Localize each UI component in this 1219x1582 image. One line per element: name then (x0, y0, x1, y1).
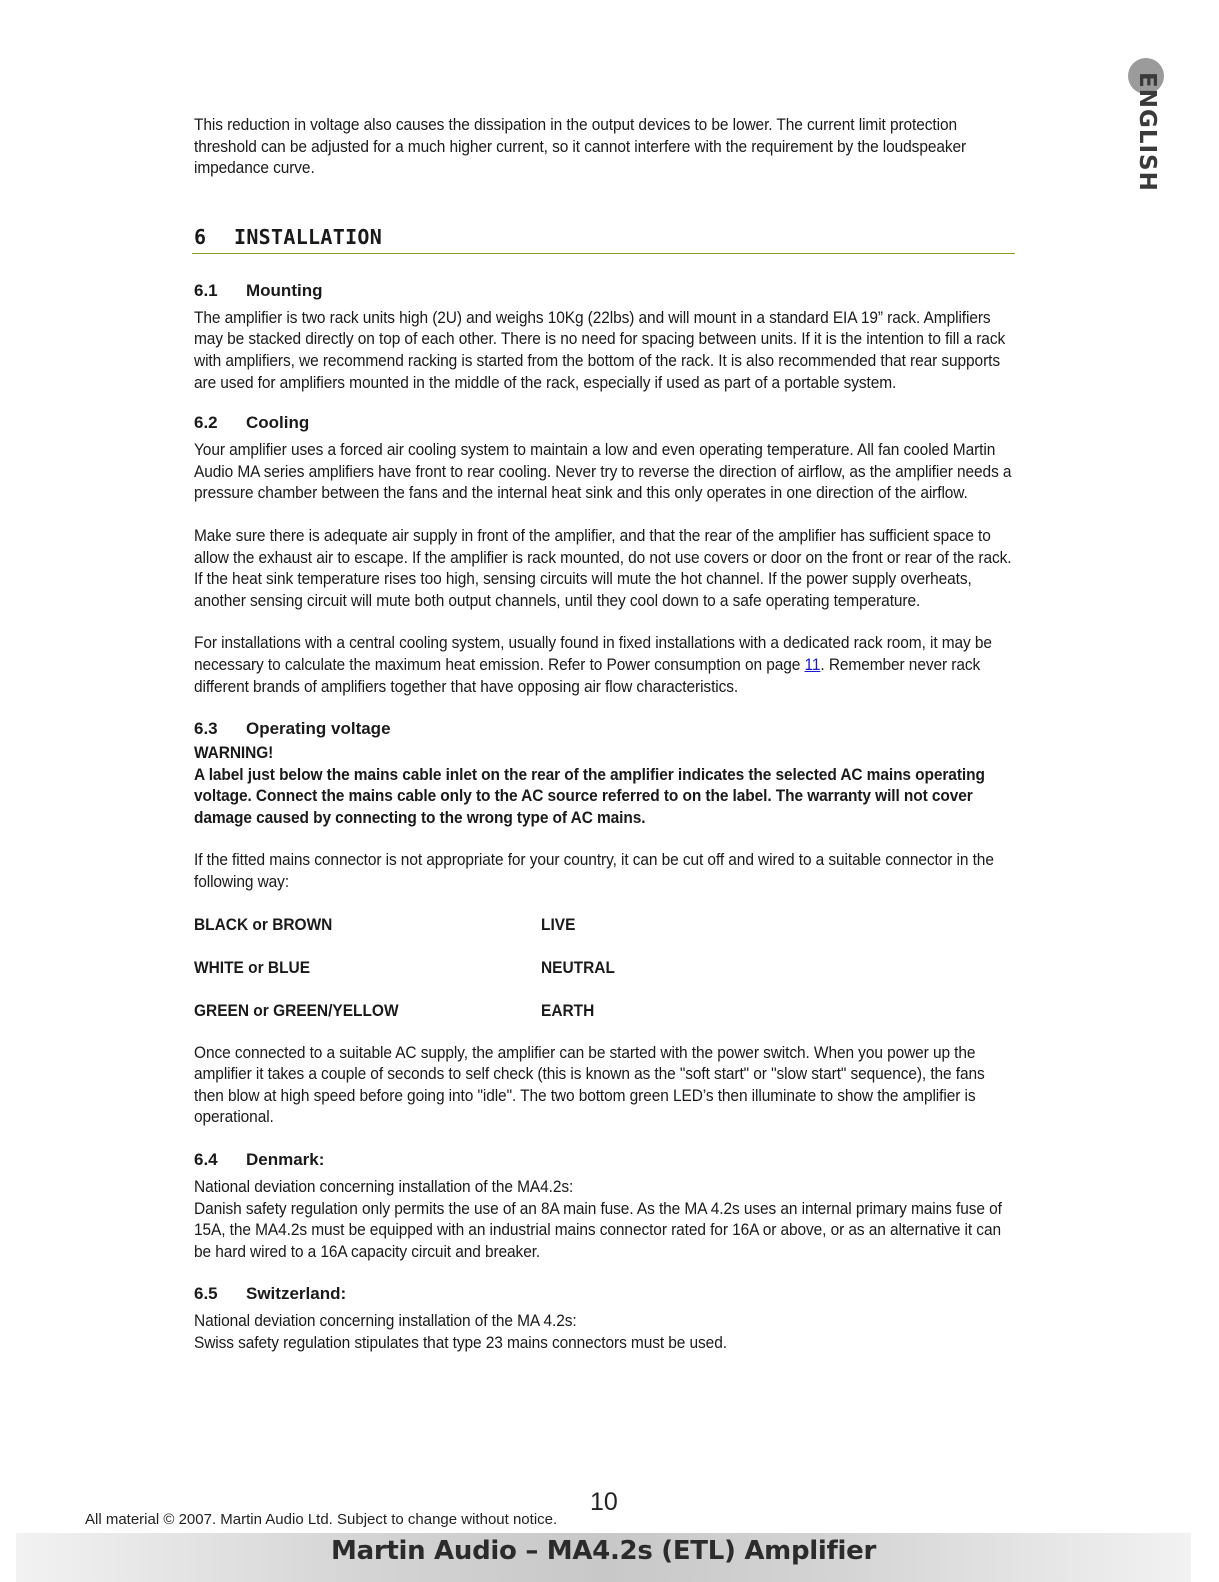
language-tab-label: ENGLISH (1134, 72, 1160, 192)
footer-product-title: Martin Audio – MA4.2s (ETL) Amplifier (331, 1536, 876, 1566)
language-tab (1128, 58, 1164, 192)
cooling-paragraph-3: For installations with a central cooling system, usually found in fixed installations with a dedicated rack room, it may be necessary to calculate the maximum heat emission. Refer to Power consumption on page 11. Remember never rack different brands of amplifiers together that have opposing air flow characteristics. (194, 633, 992, 696)
section-number: 6 (194, 224, 207, 249)
connector-paragraph: If the fitted mains connector is not appropriate for your country, it can be cut off and wired to a suitable connector in the following way: (194, 850, 994, 892)
section-title: INSTALLATION (234, 224, 383, 249)
switzerland-line-1: National deviation concerning installation of the MA 4.2s: (194, 1311, 577, 1331)
mounting-paragraph: The amplifier is two rack units high (2U) and weighs 10Kg (22lbs) and will mount in a standard EIA 19” rack. Amplifiers may be stacked directly on top of each other. There is no need for spacing between units. If it is the intention to fill a rack with amplifiers, we recommend racking is started from the bottom of the rack. It is also recommended that rear supports are used for amplifiers mounted in the middle of the rack, especially if used as part of a portable system. (194, 307, 1006, 392)
section-heading (194, 225, 1014, 254)
wiring-row: GREEN or GREEN/YELLOW EARTH (194, 1000, 595, 1020)
intro-paragraph: This reduction in voltage also causes the dissipation in the output devices to be lower. The current limit protection threshold can be adjusted for a much higher current, so it cannot interfere with the requirement by the loudspeaker impedance curve. (194, 115, 967, 178)
copyright-notice: All material © 2007. Martin Audio Ltd. Subject to change without notice. (85, 1511, 558, 1528)
cooling-paragraph-1: Your amplifier uses a forced air cooling system to maintain a low and even operating temperature. All fan cooled Martin Audio MA series amplifiers have front to rear cooling. Never try to reverse the direction of airflow, as the amplifier needs a pressure chamber between the fans and the internal heat sink and this only operates in one direction of the airflow. (194, 440, 1012, 503)
page-content (194, 114, 1014, 1354)
page-link[interactable]: 11 (804, 654, 821, 674)
denmark-line: National deviation concerning installation of the MA4.2s: (194, 1177, 574, 1197)
page-number: 10 (590, 1488, 618, 1516)
mounting-heading: 6.1 Mounting (194, 280, 323, 300)
denmark-paragraph: Danish safety regulation only permits the use of an 8A main fuse. As the MA 4.2s uses an internal primary mains fuse of 15A, the MA4.2s must be equipped with an industrial mains connector rated for 16A or above, or as an alternative it can be hard wired to a 16A capacity circuit and breaker. (194, 1198, 1002, 1261)
warning-title: WARNING! (194, 743, 274, 763)
footer-bar (16, 1533, 1191, 1582)
switzerland-line-2: Swiss safety regulation stipulates that type 23 mains connectors must be used. (194, 1333, 727, 1352)
startup-paragraph: Once connected to a suitable AC supply, the amplifier can be started with the power switch. When you power up the amplifier it takes a couple of seconds to self check (this is known as the "soft start" or "slow start" sequence), the fans then blow at high speed before going into "idle". The two bottom green LED’s then illuminate to show the amplifier is operational. (194, 1042, 985, 1127)
warning-text: A label just below the mains cable inlet on the rear of the amplifier indicates the selected AC mains operating voltage. Connect the mains cable only to the AC source referred to on the label. The warranty will not cover damage caused by connecting to the wrong type of AC mains. (194, 764, 985, 827)
wiring-table (194, 914, 1014, 1042)
cooling-paragraph-2: Make sure there is adequate air supply in front of the amplifier, and that the rear of the amplifier has sufficient space to allow the exhaust air to escape. If the amplifier is rack mounted, do not use covers or door on the front or rear of the rack. If the heat sink temperature rises too high, sensing circuits will mute the hot channel. If the power supply overheats, another sensing circuit will mute both output channels, until they cool down to a safe operating temperature. (194, 525, 1012, 610)
voltage-heading: 6.3 Operating voltage (194, 719, 391, 739)
wiring-row: WHITE or BLUE NEUTRAL (194, 957, 615, 977)
denmark-heading: 6.4 Denmark: (194, 1150, 325, 1170)
wiring-row: BLACK or BROWN LIVE (194, 914, 576, 934)
switzerland-heading: 6.5 Switzerland: (194, 1284, 347, 1304)
cooling-heading: 6.2 Cooling (194, 413, 310, 433)
